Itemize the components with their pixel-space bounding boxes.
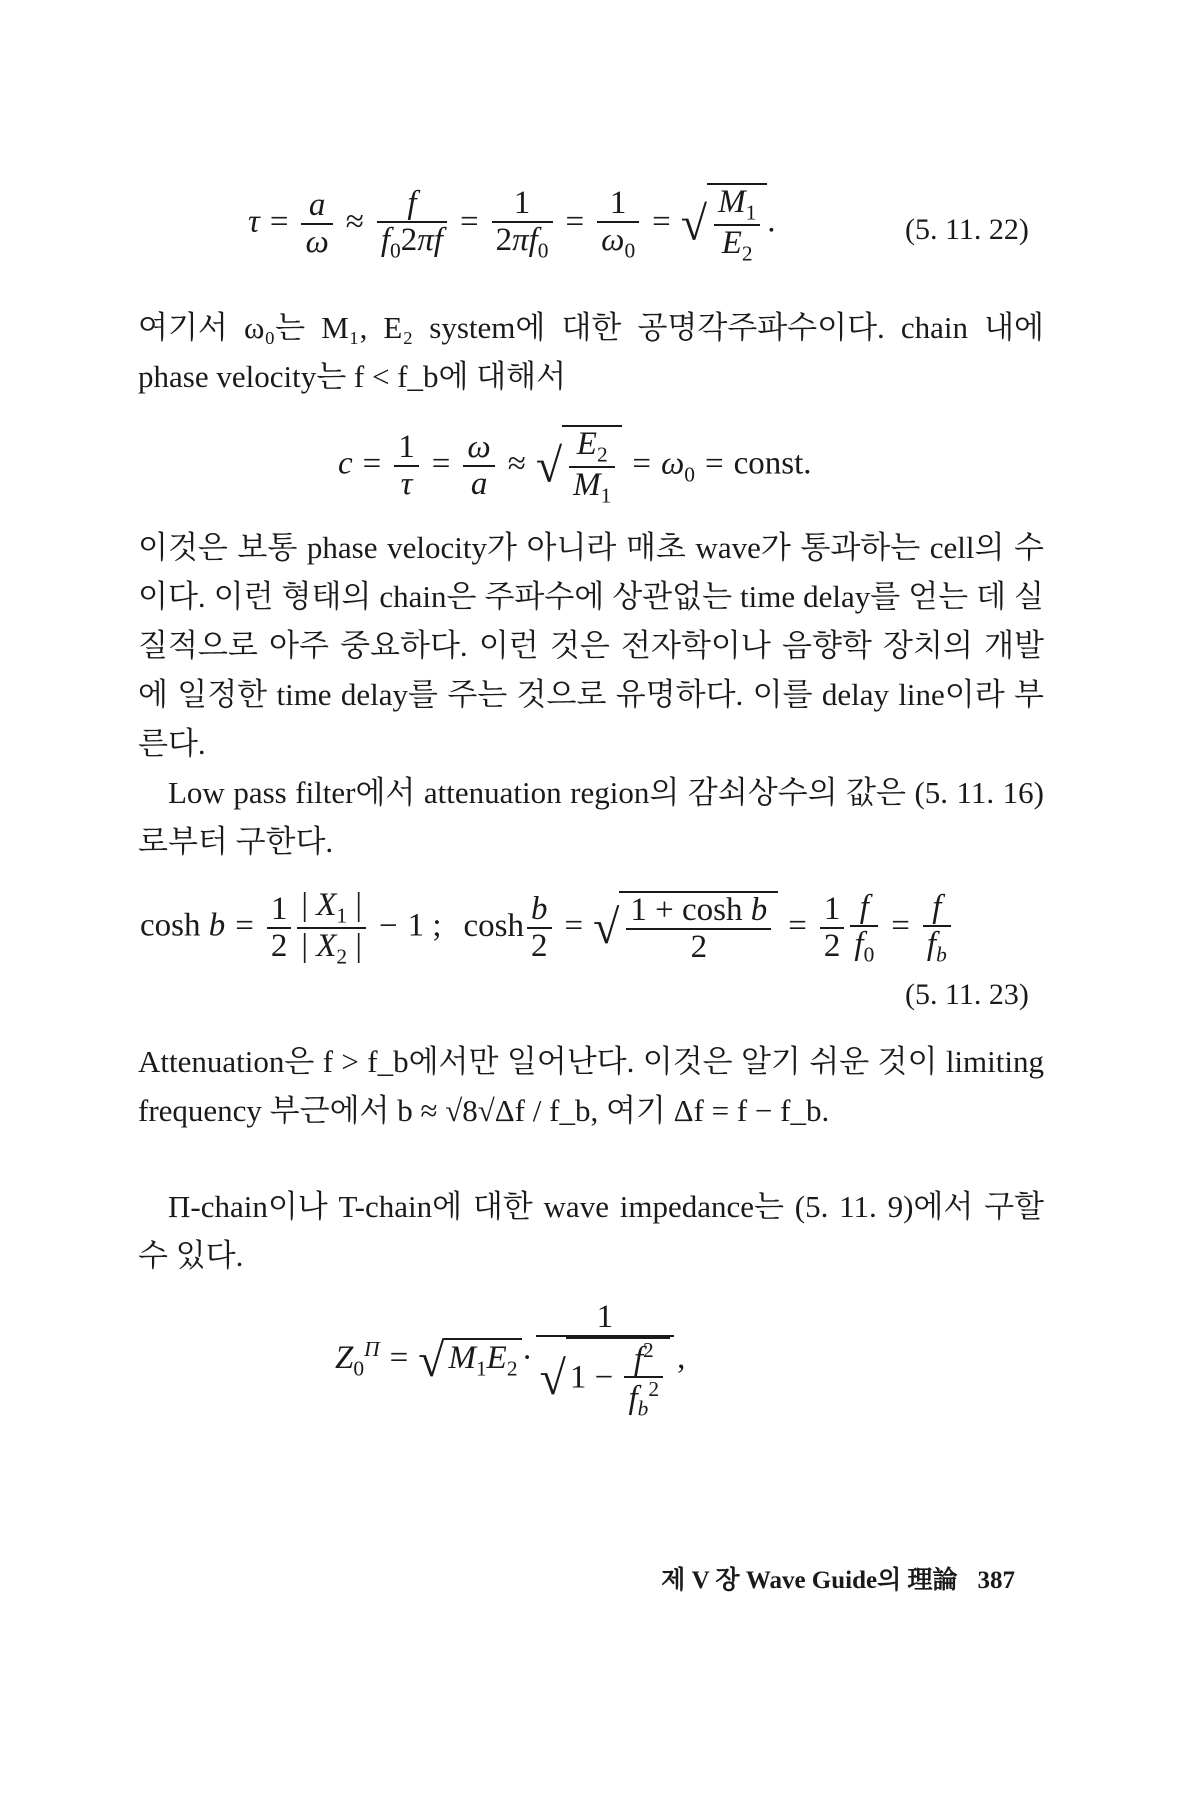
page-footer — [661, 1560, 1015, 1596]
paragraph: Attenuation은 f > f_b에서만 일어난다. 이것은 알기 쉬운 것이 limiting frequency 부근에서 b ≈ √8√Δf / f_b, 여기 Δf = f − f_b. — [138, 1044, 1044, 1128]
chapter-title: 제 V 장 Wave Guide의 理論 — [661, 1567, 958, 1594]
equation-number: (5. 11. 22) — [905, 213, 1029, 246]
paragraph: Π-chain이나 T-chain에 대한 wave impedance는 (5. 11. 9)에서 구할 수 있다. — [138, 1189, 1044, 1273]
page-number: 387 — [977, 1567, 1015, 1594]
paragraph: 이것은 보통 phase velocity가 아니라 매초 wave가 통과하는 cell의 수이다. 이런 형태의 chain은 주파수에 상관없는 time delay를 얻는 데 실질적으로 아주 중요하다. 이런 것은 전자학이나 음향학 장치의 개발에 일정한 time delay를 주는 것으로 유명하다. 이를 delay line이라 부른다. — [138, 530, 1044, 761]
equation-number: (5. 11. 23) — [905, 978, 1029, 1011]
page: τ = $\frac{a}{\omega}$ ≈ $\frac{f}{f_02\pi f}$ = $\frac{1}{2\pi f_0}$ = $\frac{1}{\omega_0}$ = √ $\frac{M_1}{E_2}$ . (5. 11. 22) 여기서 ω₀는 M₁, E₂ system에 대한 공명각주파수이다. chain 내에 phase velocity는 f < f_b에 대해서 c = $\frac{1}{\tau}$ = $\frac{\omega}{a}$ ≈ √ $\frac{E_2}{M_1}$ = $\omega_0$ = const. 이것은 보통 phase velocity가 아니라 매초 wave가 통과하는 cell의 수이다. 이런 형태의 chain은 주파수에 상관없는 time delay를 얻는 데 실질적으로 아주 중요하다. 이런 것은 전자학이나 음향학 장치의 개발에 일정한 time delay를 주는 것으로 유명하다. 이를 delay line이라 부른다. Low pass filter에서 attenuation region의 감쇠상수의 값은 (5. 11. 16)로부터 구한다. cosh b = $\frac{1}{2}$ $\frac{| X_1 |}{| X_2 |}$ − 1 ; cosh $\frac{b}{2}$ = √ $\frac{\text{1 + cosh b}}{2}$ = $\frac{1}{2}$ $\frac{f}{f_0}$ = $\frac{f}{f_b}$ (5. 11. 23) Attenuation은 f > f_b에서만 일어난다. 이것은 알기 쉬운 것이 limiting frequency 부근에서 b ≈ √8√Δf / f_b, 여기 Δf = f − f_b. Π-chain이나 T-chain에 대한 wave impedance는 (5. 11. 9)에서 구할 수 있다. $Z_0^\Pi$ = √ $M_1E_2$ · 1 √ 1 − $\frac{f^2}{f_b^2}$ , 제 V 장 Wave Guide의 理論 387 — [138, 184, 1044, 1594]
paragraph: 여기서 ω₀는 M₁, E₂ system에 대한 공명각주파수이다. chain 내에 phase velocity는 f < f_b에 대해서 — [138, 310, 1044, 394]
paragraph: Low pass filter에서 attenuation region의 감쇠상수의 값은 (5. 11. 16)로부터 구한다. — [138, 775, 1044, 859]
